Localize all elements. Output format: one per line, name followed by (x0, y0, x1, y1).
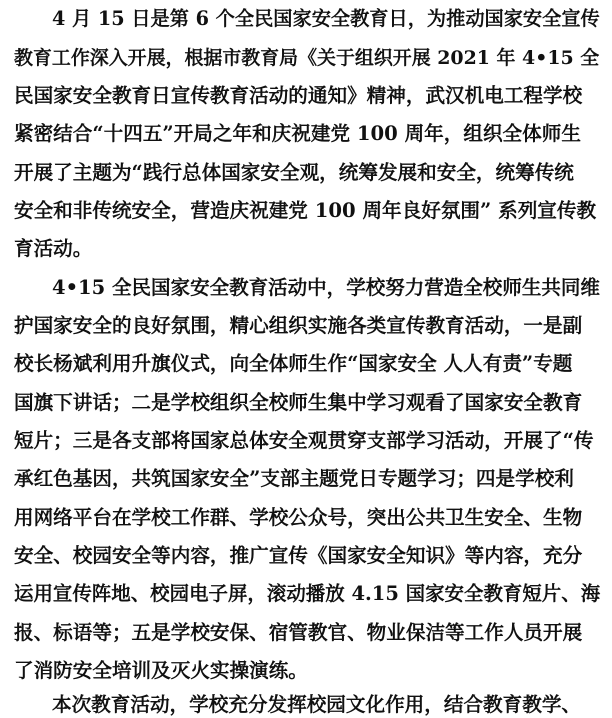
text-line: 开展了主题为“践行总体国家安全观，统筹发展和安全，统筹传统 (14, 161, 574, 184)
text-line: 育活动。 (14, 237, 93, 260)
text-line: 4•15 全民国家安全教育活动中，学校努力营造全校师生共同维 (52, 276, 600, 299)
text-line: 了消防安全培训及灭火实操演练。 (14, 659, 308, 682)
text-line: 安全、校园安全等内容，推广宣传《国家安全知识》等内容，充分 (14, 544, 583, 567)
text-line: 紧密结合“十四五”开局之年和庆祝建党 100 周年，组织全体师生 (14, 122, 581, 145)
text-line: 4 月 15 日是第 6 个全民国家安全教育日，为推动国家安全宣传 (52, 7, 600, 30)
text-line: 护国家安全的良好氛围，精心组织实施各类宣传教育活动，一是副 (14, 314, 583, 337)
text-line: 短片；三是各支部将国家总体安全观贯穿支部学习活动，开展了“传 (14, 429, 594, 452)
text-line: 民国家安全教育日宣传教育活动的通知》精神，武汉机电工程学校 (14, 84, 583, 107)
text-line: 运用宣传阵地、校园电子屏，滚动播放 4.15 国家安全教育短片、海 (14, 582, 601, 605)
text-line: 报、标语等；五是学校安保、宿管教官、物业保洁等工作人员开展 (14, 621, 583, 644)
text-line: 用网络平台在学校工作群、学校公众号，突出公共卫生安全、生物 (14, 506, 583, 529)
text-line: 教育工作深入开展，根据市教育局《关于组织开展 2021 年 4•15 全 (14, 47, 600, 69)
text-line: 安全和非传统安全，营造庆祝建党 100 周年良好氛围” 系列宣传教 (14, 199, 597, 222)
text-line: 校长杨斌利用升旗仪式，向全体师生作“国家安全 人人有责”专题 (14, 352, 573, 375)
text-line: 承红色基因，共筑国家安全”支部主题党日专题学习；四是学校利 (14, 467, 574, 490)
text-line: 本次教育活动，学校充分发挥校园文化作用，结合教育教学、 (52, 693, 582, 716)
text-line: 国旗下讲话；二是学校组织全校师生集中学习观看了国家安全教育 (14, 391, 583, 414)
